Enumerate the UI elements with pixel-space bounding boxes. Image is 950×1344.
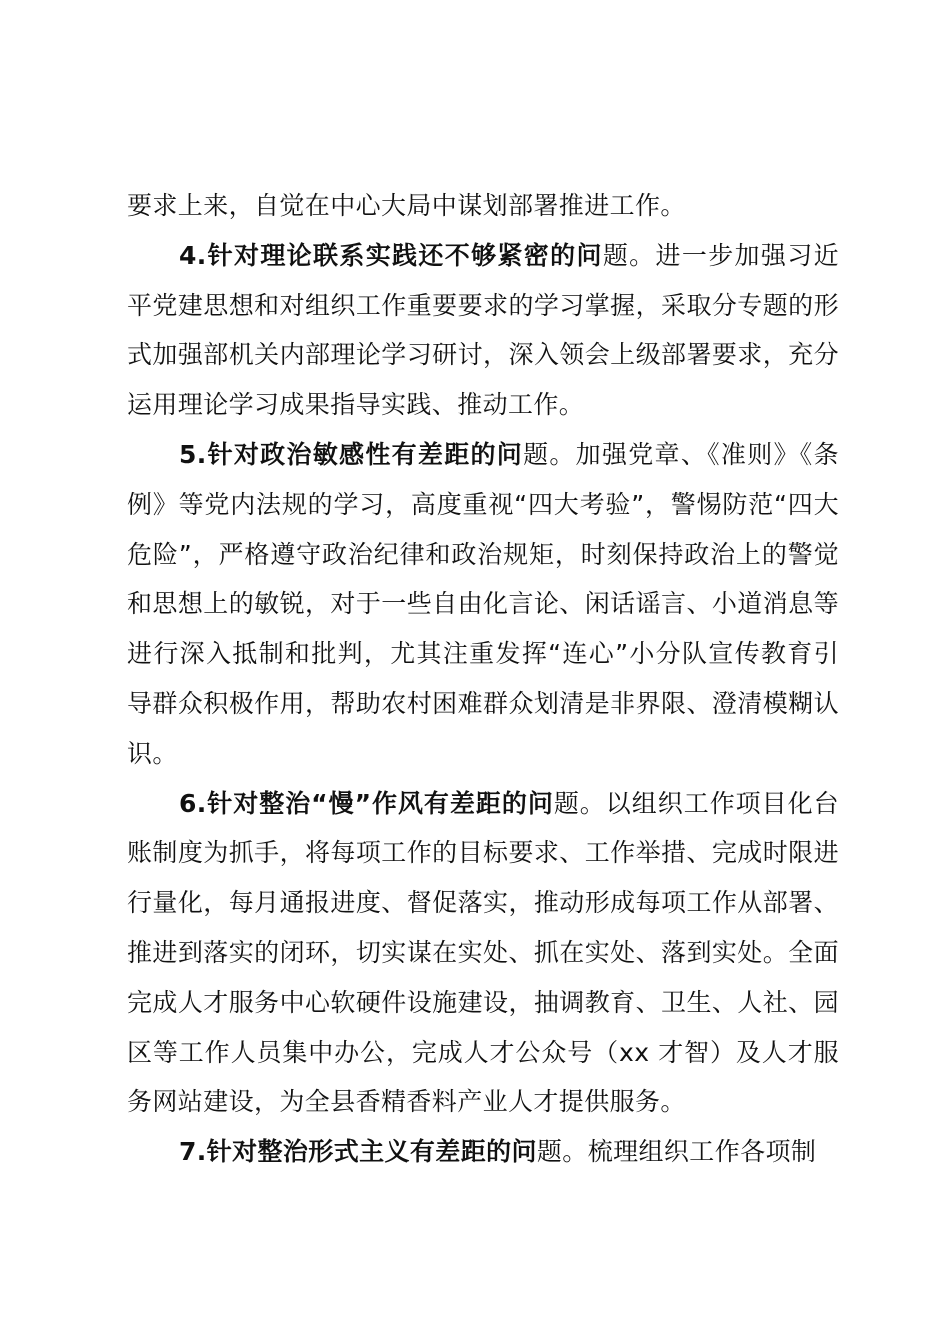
paragraph-continuation [127, 181, 839, 231]
paragraph-heading: 4.针对理论联系实践还不够紧密的问 [179, 240, 603, 270]
paragraph-item-4 [127, 231, 839, 430]
paragraph-item-5 [127, 430, 839, 779]
paragraph-item-7 [127, 1127, 839, 1177]
paragraph-heading: 5.针对政治敏感性有差距的问 [179, 439, 524, 469]
document-body [127, 181, 839, 1177]
paragraph-heading: 6.针对整治“慢”作风有差距的问 [179, 788, 554, 818]
paragraph-text: 题。加强党章、《准则》《条例》等党内法规的学习，高度重视“四大考验”，警惕防范“四大危险”，严格遵守政治纪律和政治规矩，时刻保持政治上的警觉和思想上的敏锐，对于一些自由化言论、闲话谣言、小道消息等进行深入抵制和批判，尤其注重发挥“连心”小分队宣传教育引导群众积极作用，帮助农村困难群众划清是非界限、澄清模糊认识。 [127, 439, 839, 768]
paragraph-heading: 7.针对整治形式主义有差距的问 [179, 1137, 537, 1167]
paragraph-text: 题。梳理组织工作各项制 [536, 1137, 817, 1167]
paragraph-item-6 [127, 779, 839, 1128]
paragraph-text: 题。进一步加强习近平党建思想和对组织工作重要要求的学习掌握，采取分专题的形式加强部机关内部理论学习研讨，深入领会上级部署要求，充分运用理论学习成果指导实践、推动工作。 [127, 240, 839, 420]
paragraph-text: 要求上来，自觉在中心大局中谋划部署推进工作。 [127, 191, 686, 220]
paragraph-text: 题。以组织工作项目化台账制度为抓手，将每项工作的目标要求、工作举措、完成时限进行量化，每月通报进度、督促落实，推动形成每项工作从部署、推进到落实的闭环，切实谋在实处、抓在实处、落到实处。全面完成人才服务中心软硬件设施建设，抽调教育、卫生、人社、园区等工作人员集中办公，完成人才公众号（xx 才智）及人才服务网站建设，为全县香精香料产业人才提供服务。 [127, 788, 840, 1117]
